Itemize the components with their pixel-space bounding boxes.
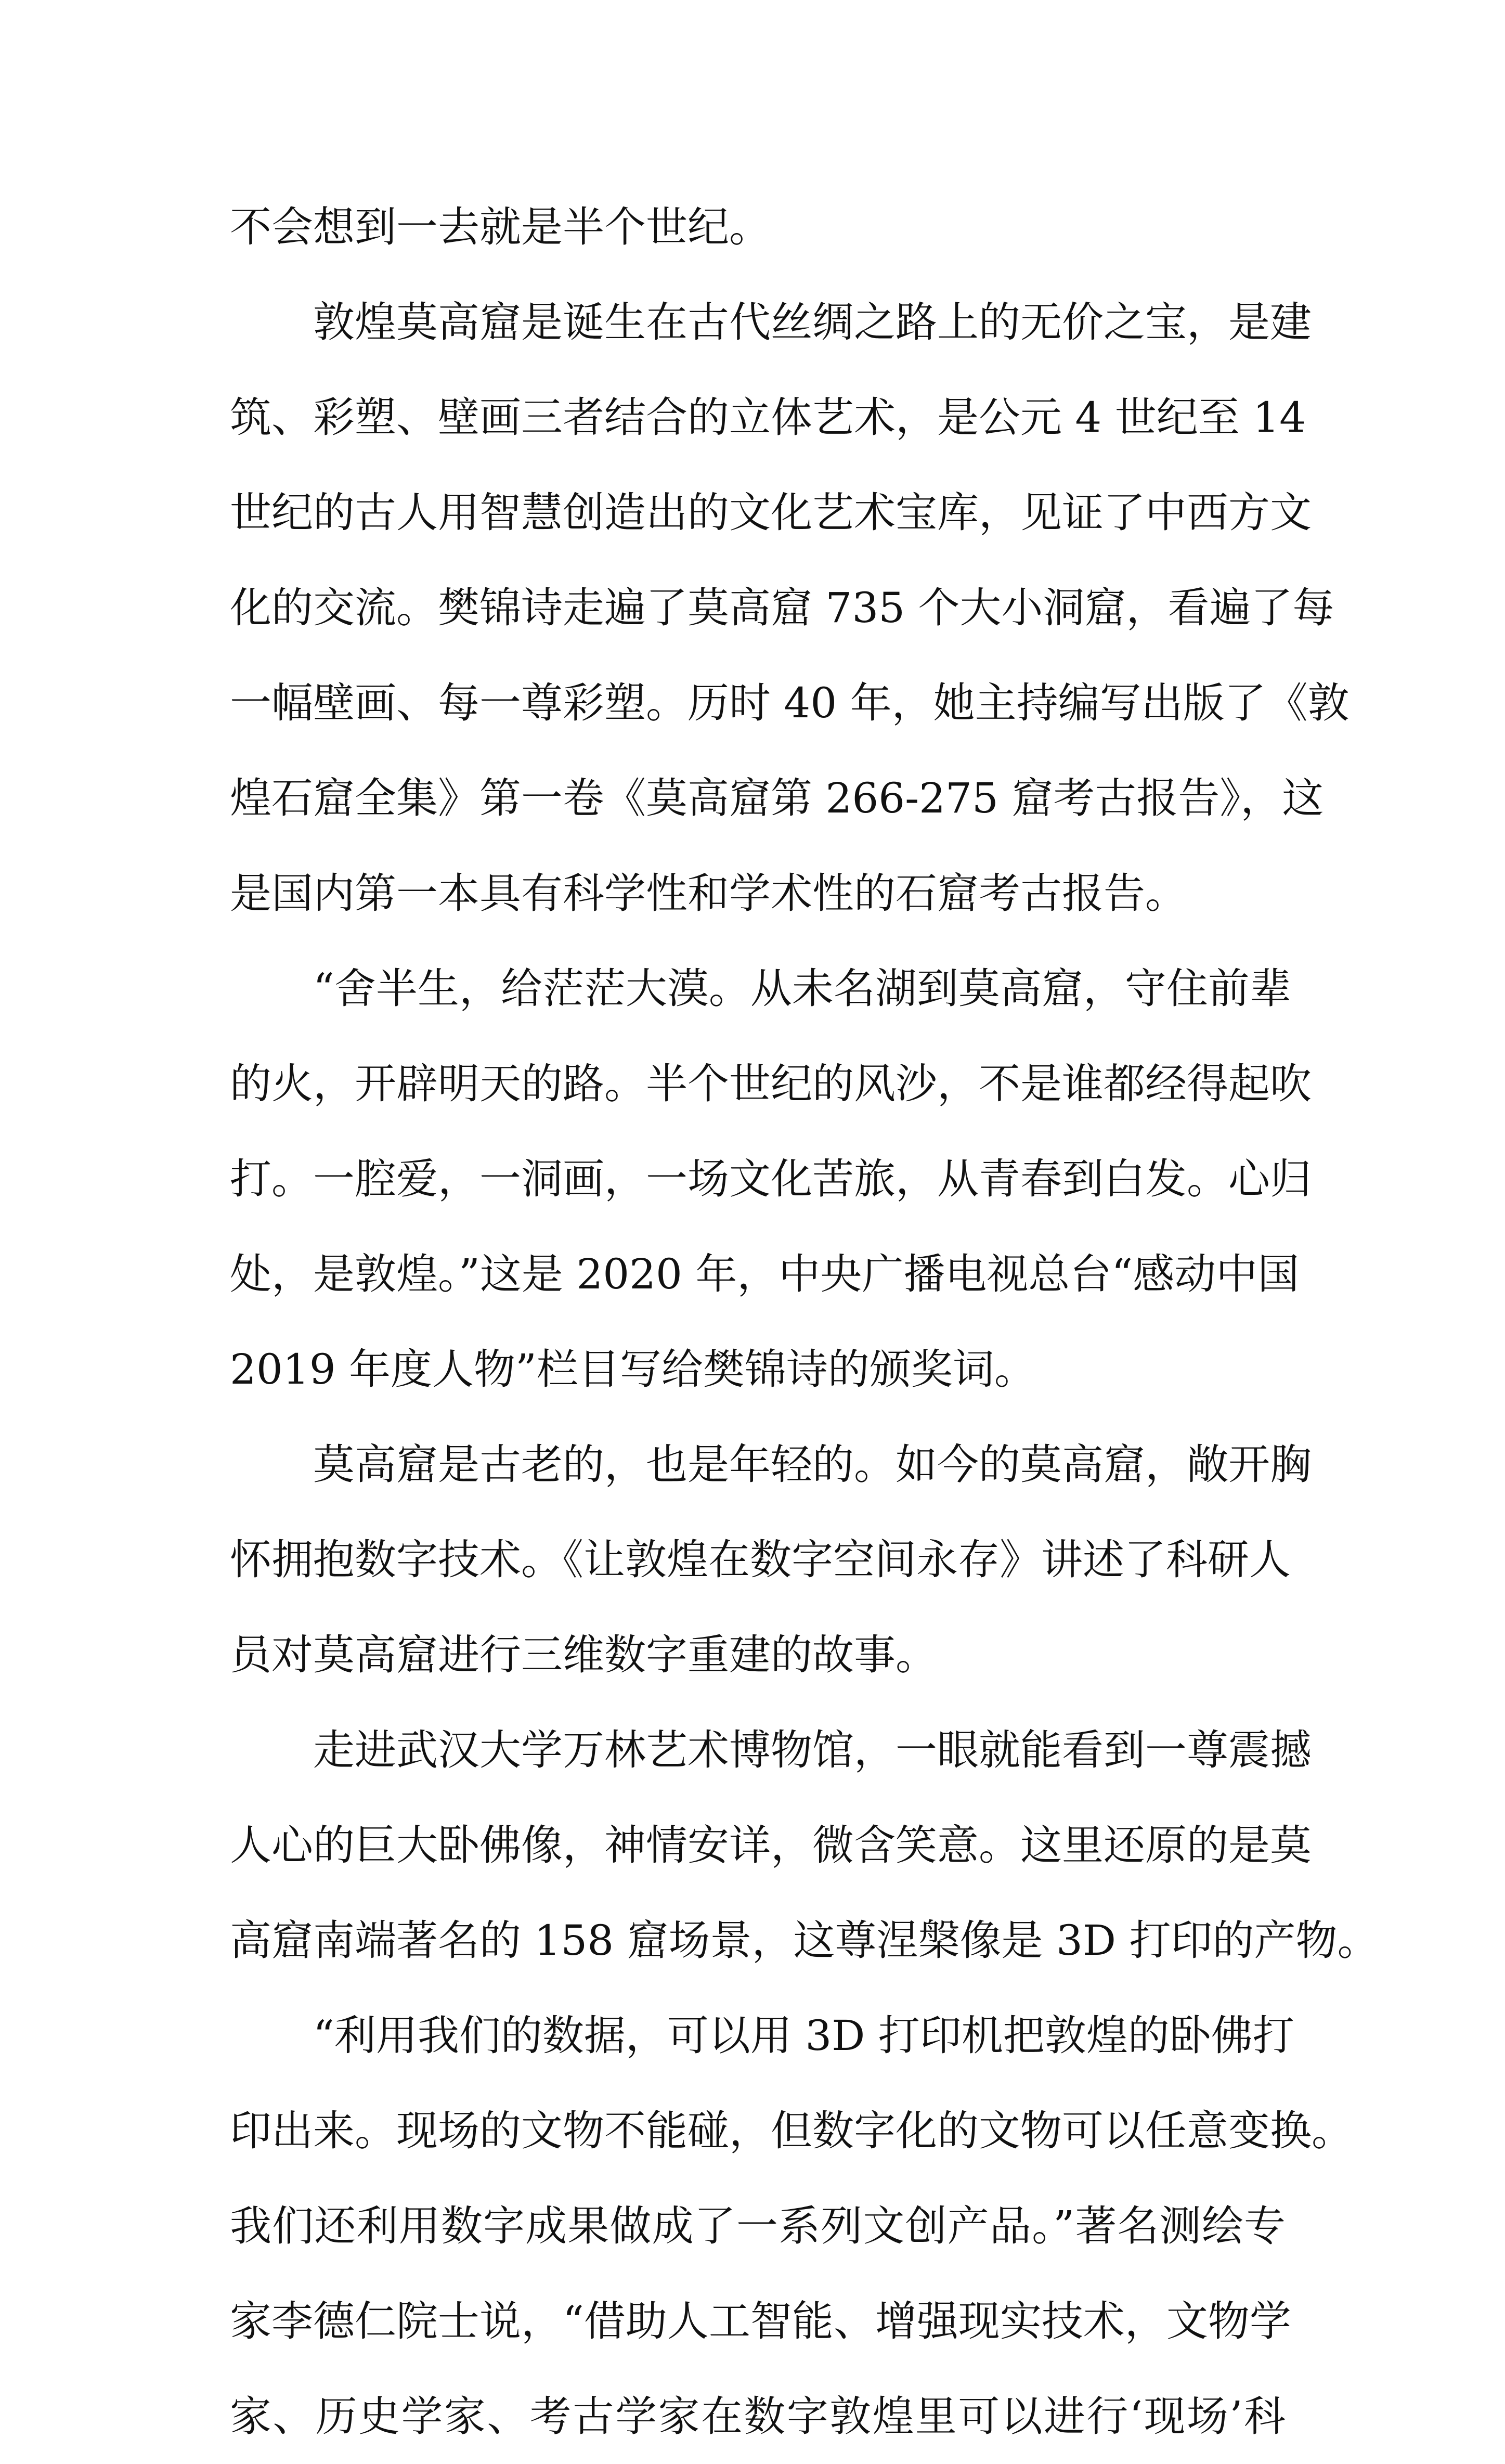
- paragraph-start-line: 莫高窟是古老的，也是年轻的。如今的莫高窟，敞开胸: [313, 1440, 1312, 1489]
- text-line: 筑、彩塑、壁画三者结合的立体艺术，是公元 4 世纪至 14: [230, 393, 1306, 442]
- text-line: 家、历史学家、考古学家在数字敦煌里可以进行‘现场’科: [230, 2392, 1286, 2441]
- text-line: 世纪的古人用智慧创造出的文化艺术宝库，见证了中西方文: [230, 488, 1312, 537]
- paragraph-start-line: “利用我们的数据，可以用 3D 打印机把敦煌的卧佛打: [313, 2011, 1294, 2060]
- text-line: 印出来。现场的文物不能碰，但数字化的文物可以任意变换。: [230, 2107, 1353, 2155]
- paragraph-start-line: 敦煌莫高窟是诞生在古代丝绸之路上的无价之宝，是建: [313, 298, 1312, 346]
- text-line: 不会想到一去就是半个世纪。: [230, 203, 771, 251]
- text-line: 煌石窟全集》第一卷《莫高窟第 266-275 窟考古报告》，这: [230, 774, 1324, 822]
- text-line: 家李德仁院士说，“借助人工智能、增强现实技术，文物学: [230, 2297, 1291, 2345]
- text-line: 我们还利用数字成果做成了一系列文创产品。”著名测绘专: [230, 2202, 1286, 2250]
- paragraph-start-line: “舍半生，给茫茫大漠。从未名湖到莫高窟，守住前辈: [313, 964, 1291, 1013]
- text-line: 人心的巨大卧佛像，神情安详，微含笑意。这里还原的是莫: [230, 1821, 1312, 1869]
- text-line: 化的交流。樊锦诗走遍了莫高窟 735 个大小洞窟，看遍了每: [230, 584, 1334, 632]
- text-line: 员对莫高窟进行三维数字重建的故事。: [230, 1631, 937, 1679]
- text-line: 打。一腔爱，一洞画，一场文化苦旅，从青春到白发。心归: [230, 1155, 1312, 1203]
- body-text: [230, 179, 1379, 2464]
- text-line: 高窟南端著名的 158 窟场景，这尊涅槃像是 3D 打印的产物。: [230, 1916, 1379, 1965]
- text-line: 的火，开辟明天的路。半个世纪的风沙，不是谁都经得起吹: [230, 1060, 1312, 1108]
- text-line: 处，是敦煌。”这是 2020 年，中央广播电视总台“感动中国: [230, 1250, 1300, 1298]
- text-line: 是国内第一本具有科学性和学术性的石窟考古报告。: [230, 869, 1187, 918]
- paragraph-start-line: 走进武汉大学万林艺术博物馆，一眼就能看到一尊震撼: [313, 1726, 1312, 1774]
- text-line: 怀拥抱数字技术。《让敦煌在数字空间永存》讲述了科研人: [230, 1536, 1291, 1584]
- text-line: 2019 年度人物”栏目写给樊锦诗的颁奖词。: [230, 1345, 1036, 1394]
- text-line: 一幅壁画、每一尊彩塑。历时 40 年，她主持编写出版了《敦: [230, 679, 1350, 727]
